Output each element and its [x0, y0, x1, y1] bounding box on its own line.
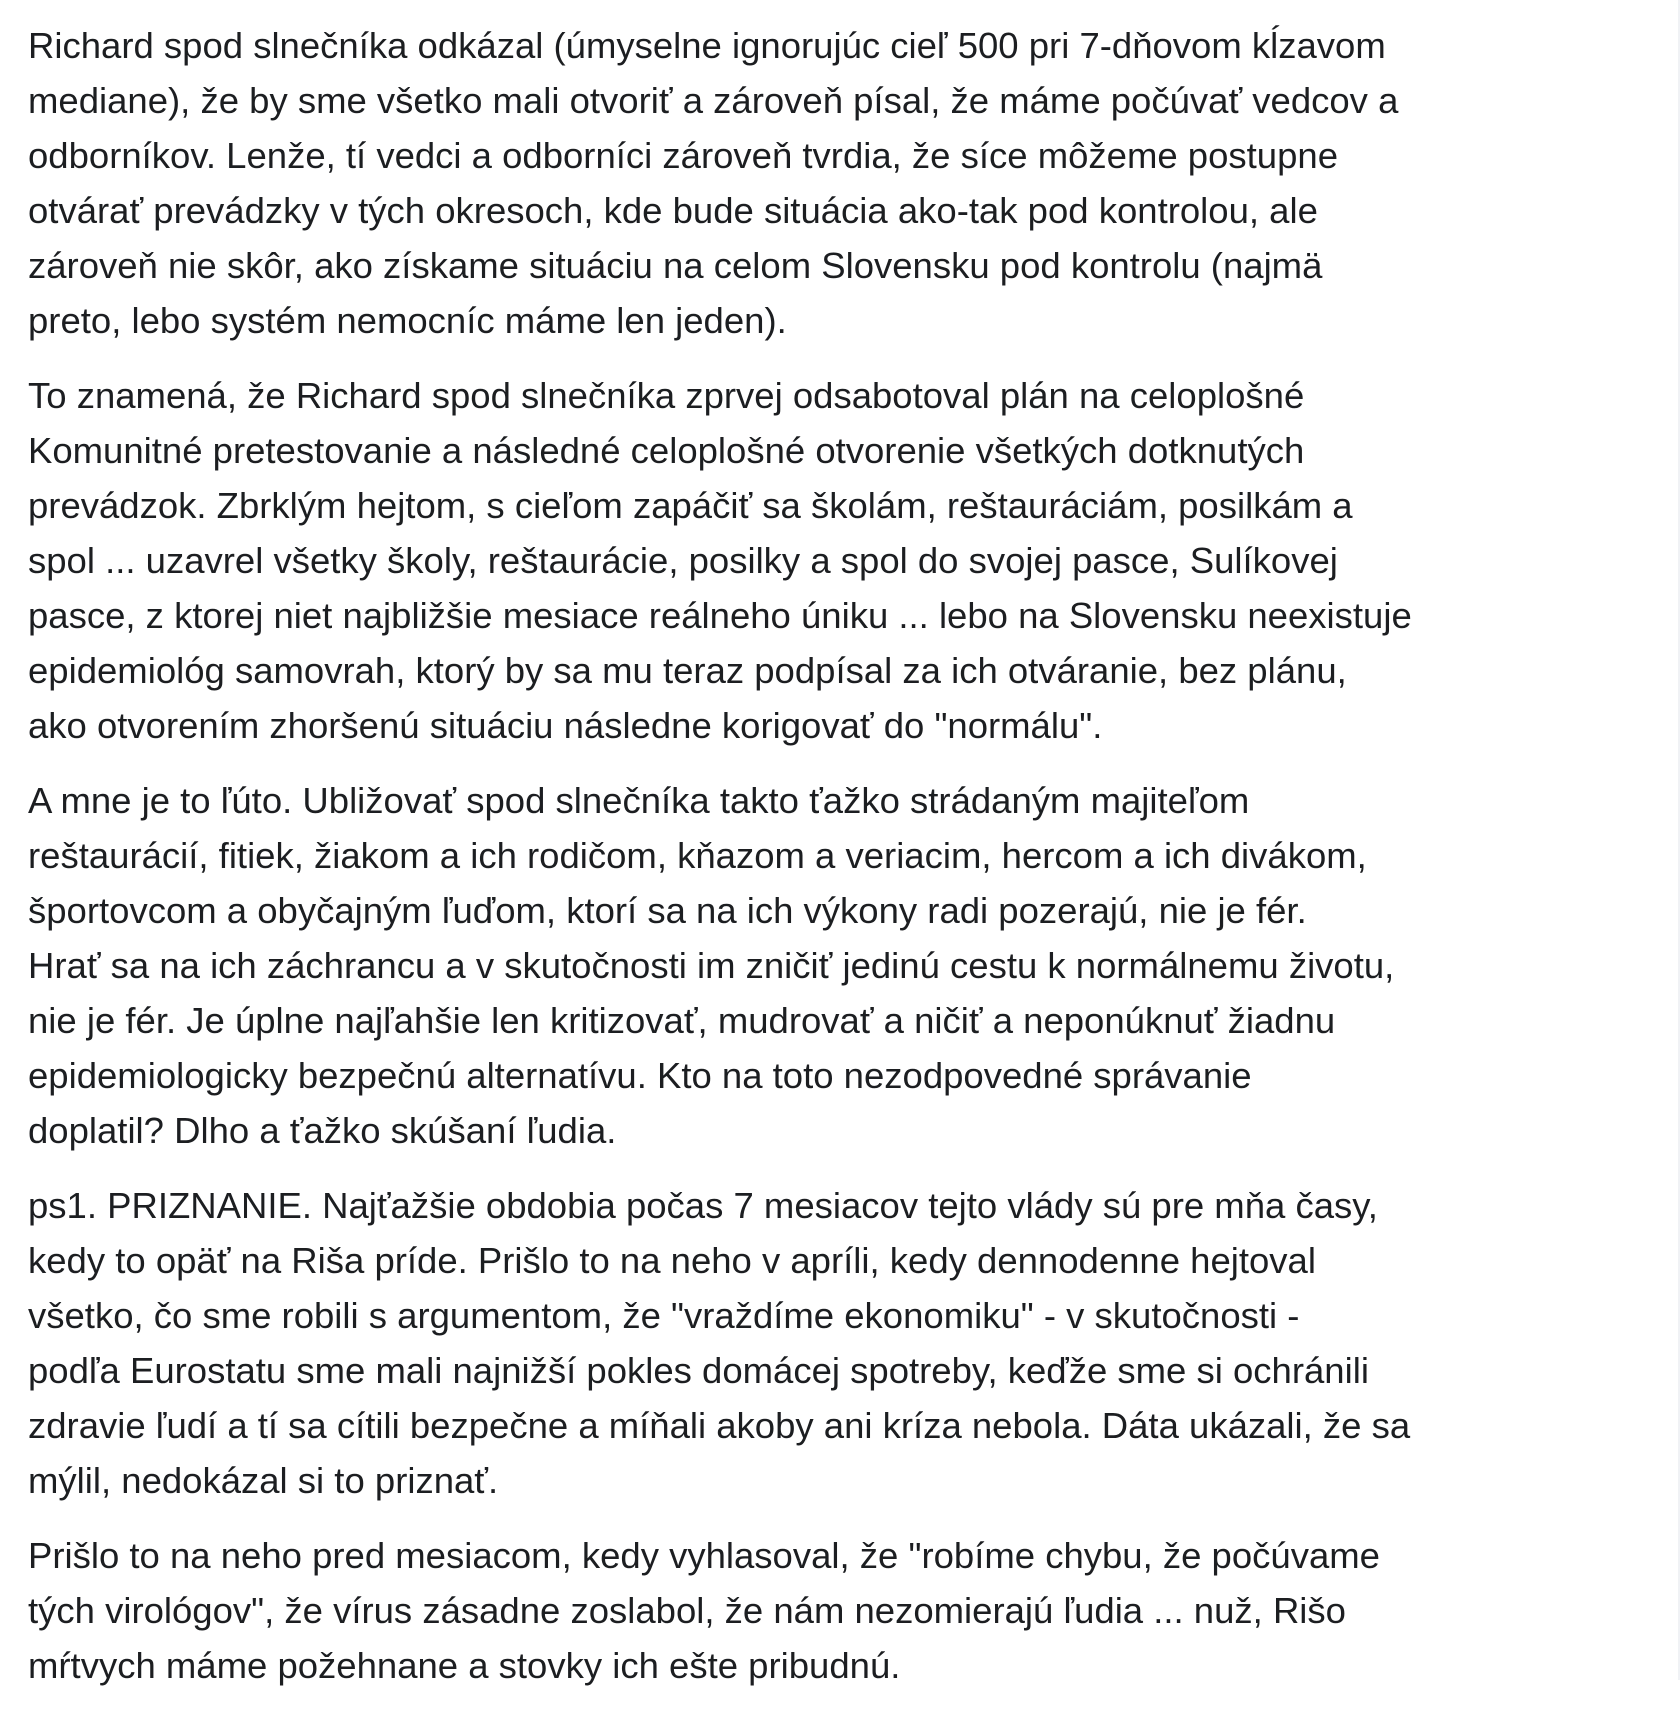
text-line: ps1. PRIZNANIE. Najťažšie obdobia počas 7 mesiacov tejto vlády sú pre mňa časy, — [28, 1185, 1378, 1226]
text-line: epidemiológ samovrah, ktorý by sa mu teraz podpísal za ich otváranie, bez plánu, — [28, 650, 1347, 691]
text-line: doplatil? Dlho a ťažko skúšaní ľudia. — [28, 1110, 617, 1151]
text-line: odborníkov. Lenže, tí vedci a odborníci zároveň tvrdia, že síce môžeme postupne — [28, 135, 1338, 176]
text-line: prevádzok. Zbrklým hejtom, s cieľom zapáčiť sa školám, reštauráciám, posilkám a — [28, 485, 1353, 526]
paragraph-5 — [28, 1528, 1668, 1693]
paragraph-3 — [28, 773, 1668, 1158]
text-line: tých virológov", že vírus zásadne zoslabol, že nám nezomierajú ľudia ... nuž, Rišo — [28, 1590, 1346, 1631]
text-line: pasce, z ktorej niet najbližšie mesiace reálneho úniku ... lebo na Slovensku neexistuje — [28, 595, 1412, 636]
text-line: podľa Eurostatu sme mali najnižší pokles domácej spotreby, keďže sme si ochránili — [28, 1350, 1369, 1391]
text-line: nie je fér. Je úplne najľahšie len kritizovať, mudrovať a ničiť a neponúknuť žiadnu — [28, 1000, 1336, 1041]
text-line: Komunitné pretestovanie a následné celoplošné otvorenie všetkých dotknutých — [28, 430, 1305, 471]
text-line: mýlil, nedokázal si to priznať. — [28, 1460, 499, 1501]
paragraph-2 — [28, 368, 1668, 753]
text-line: mŕtvych máme požehnane a stovky ich ešte pribudnú. — [28, 1645, 901, 1686]
text-line: preto, lebo systém nemocníc máme len jeden). — [28, 300, 787, 341]
text-line: reštaurácií, fitiek, žiakom a ich rodičom, kňazom a veriacim, hercom a ich divákom, — [28, 835, 1367, 876]
text-line: všetko, čo sme robili s argumentom, že "vraždíme ekonomiku" - v skutočnosti - — [28, 1295, 1300, 1336]
text-line: otvárať prevádzky v tých okresoch, kde bude situácia ako-tak pod kontrolou, ale — [28, 190, 1318, 231]
text-line: To znamená, že Richard spod slnečníka zprvej odsabotoval plán na celoplošné — [28, 375, 1305, 416]
text-line: mediane), že by sme všetko mali otvoriť a zároveň písal, že máme počúvať vedcov a — [28, 80, 1399, 121]
paragraph-4 — [28, 1178, 1668, 1508]
text-line: kedy to opäť na Riša príde. Prišlo to na neho v apríli, kedy dennodenne hejtoval — [28, 1240, 1316, 1281]
text-line: Richard spod slnečníka odkázal (úmyselne ignorujúc cieľ 500 pri 7-dňovom kĺzavom — [28, 25, 1386, 66]
text-line: Prišlo to na neho pred mesiacom, kedy vyhlasoval, že "robíme chybu, že počúvame — [28, 1535, 1380, 1576]
text-line: športovcom a obyčajným ľuďom, ktorí sa na ich výkony radi pozerajú, nie je fér. — [28, 890, 1307, 931]
text-line: A mne je to ľúto. Ubližovať spod slnečníka takto ťažko strádaným majiteľom — [28, 780, 1250, 821]
text-line: Hrať sa na ich záchrancu a v skutočnosti im zničiť jedinú cestu k normálnemu životu, — [28, 945, 1395, 986]
text-line: zároveň nie skôr, ako získame situáciu na celom Slovensku pod kontrolu (najmä — [28, 245, 1323, 286]
post-body — [28, 18, 1668, 1713]
text-line: epidemiologicky bezpečnú alternatívu. Kto na toto nezodpovedné správanie — [28, 1055, 1252, 1096]
text-line: zdravie ľudí a tí sa cítili bezpečne a míňali akoby ani kríza nebola. Dáta ukázali, že sa — [28, 1405, 1411, 1446]
text-line: spol ... uzavrel všetky školy, reštaurácie, posilky a spol do svojej pasce, Sulíkovej — [28, 540, 1338, 581]
text-line: ako otvorením zhoršenú situáciu následne korigovať do "normálu". — [28, 705, 1103, 746]
paragraph-1 — [28, 18, 1668, 348]
